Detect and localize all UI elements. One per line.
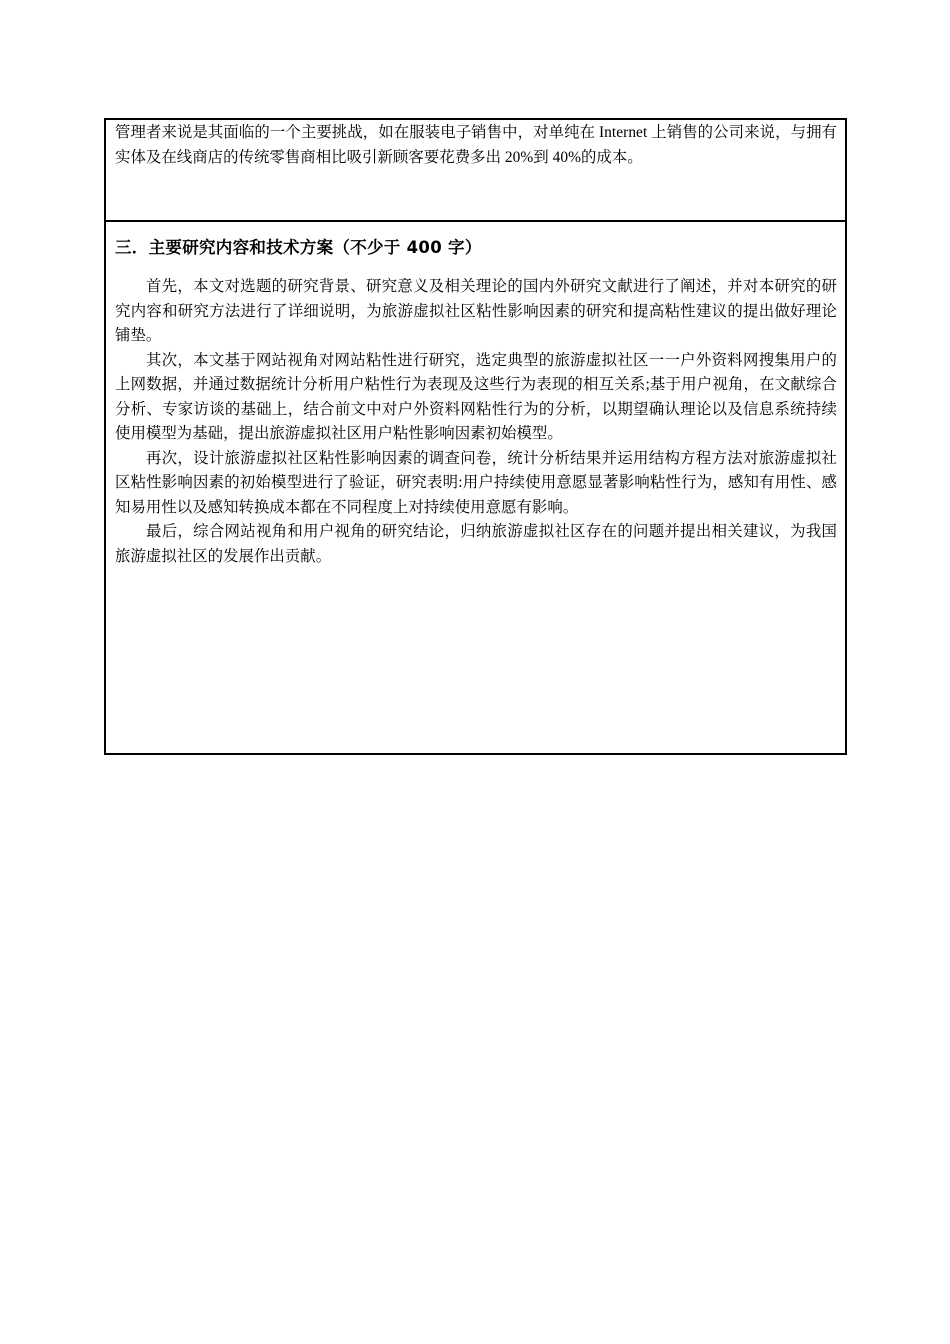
paragraph-fourth: 最后，综合网站视角和用户视角的研究结论，归纳旅游虚拟社区存在的问题并提出相关建议，为我国旅游虚拟社区的发展作出贡献。 (115, 523, 837, 565)
section-body (115, 268, 837, 569)
section-heading: 三．主要研究内容和技术方案（不少于 400 字） (115, 238, 482, 257)
research-content-cell (106, 222, 845, 753)
paragraph-third: 再次，设计旅游虚拟社区粘性影响因素的调查问卷，统计分析结果并运用结构方程方法对旅游虚拟社区粘性影响因素的初始模型进行了验证，研究表明:用户持续使用意愿显著影响粘性行为，感知有用性、感知易用性以及感知转换成本都在不同程度上对持续使用意愿有影响。 (115, 449, 837, 516)
proposal-table (104, 118, 847, 755)
continued-paragraph: 管理者来说是其面临的一个主要挑战，如在服装电子销售中，对单纯在 Internet 上销售的公司来说，与拥有实体及在线商店的传统零售商相比吸引新顾客要花费多出 20%到 40%的成本。 (115, 124, 837, 166)
paragraph-first: 首先，本文对选题的研究背景、研究意义及相关理论的国内外研究文献进行了阐述，并对本研究的研究内容和研究方法进行了详细说明，为旅游虚拟社区粘性影响因素的研究和提高粘性建议的提出做好理论铺垫。 (115, 278, 837, 344)
paragraph-second: 其次，本文基于网站视角对网站粘性进行研究，选定典型的旅游虚拟社区一一户外资料网搜集用户的上网数据，并通过数据统计分析用户粘性行为表现及这些行为表现的相互关系;基于用户视角，在文献综合分析、专家访谈的基础上，结合前文中对户外资料网粘性行为的分析，以期望确认理论以及信息系统持续使用模型为基础，提出旅游虚拟社区用户粘性影响因素初始模型。 (115, 351, 837, 442)
previous-section-cell (106, 120, 845, 222)
